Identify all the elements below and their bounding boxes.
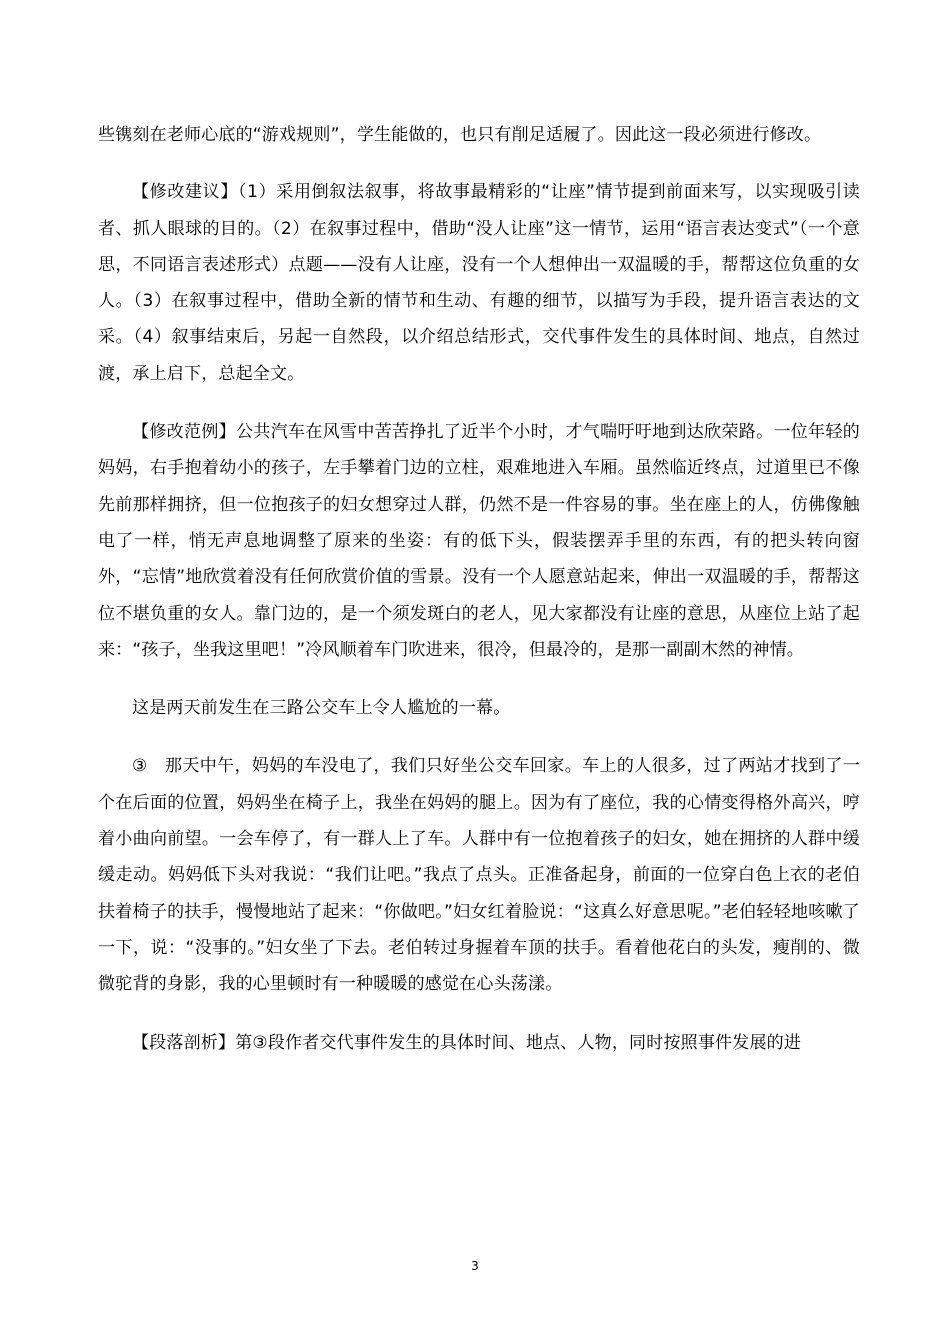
paragraph-continuation: 些镌刻在老师心底的“游戏规则”，学生能做的，也只有削足适履了。因此这一段必须进行修改。 (98, 125, 822, 145)
document-body (98, 117, 860, 1061)
paragraph-revision-example: 【修改范例】公共汽车在风雪中苦苦挣扎了近半个小时，才气喘吁吁地到达欣荣路。一位年轻的妈妈，右手抱着幼小的孩子，左手攀着门边的立柱，艰难地进入车厢。虽然临近终点，过道里已不像先前那样拥挤，但一位抱孩子的妇女想穿过人群，仍然不是一件容易的事。坐在座上的人，仿佛像触电了一样，悄无声息地调整了原来的坐姿：有的低下头，假装摆弄手里的东西，有的把头转向窗外，“忘情”地欣赏着没有任何欣赏价值的雪景。没有一个人愿意站起来，伸出一双温暖的手，帮帮这位不堪负重的女人。靠门边的，是一个须发斑白的老人，见大家都没有让座的意思，从座位上站了起来：“孩子，坐我这里吧！”冷风顺着车门吹进来，很冷，但最冷的，是那一副副木然的神情。 (98, 422, 860, 660)
paragraph-section-3: ③ 那天中午，妈妈的车没电了，我们只好坐公交车回家。车上的人很多，过了两站才找到了一个在后面的位置，妈妈坐在椅子上，我坐在妈妈的腿上。因为有了座位，我的心情变得格外高兴，哼着小曲向前望。一会车停了，有一群人上了车。人群中有一位抱着孩子的妇女，她在拥挤的人群中缓缓走动。妈妈低下头对我说：“我们让吧。”我点了点头。正准备起身，前面的一位穿白色上衣的老伯扶着椅子的扶手，慢慢地站了起来：“你做吧。”妇女红着脸说：“这真么好意思呢。”老伯轻轻地咳嗽了一下，说：“没事的。”妇女坐了下去。老伯转过身握着车顶的扶手。看着他花白的头发，瘦削的、微微驼背的身影，我的心里顿时有一种暖暖的感觉在心头荡漾。 (98, 756, 860, 995)
paragraph-revision-suggestion: 【修改建议】（1）采用倒叙法叙事，将故事最精彩的“让座”情节提到前面来写，以实现吸引读者、抓人眼球的目的。（2）在叙事过程中，借助“没人让座”这一情节，运用“语言表达变式”（一个意思，不同语言表述形式）点题——没有人让座，没有一个人想伸出一双温暖的手，帮帮这位负重的女人。（3）在叙事过程中，借助全新的情节和生动、有趣的细节，以描写为手段，提升语言表达的文采。（4）叙事结束后，另起一自然段，以介绍总结形式，交代事件发生的具体时间、地点，自然过渡，承上启下，总起全文。 (98, 182, 860, 384)
page-number: 3 (471, 1259, 479, 1273)
paragraph-analysis: 【段落剖析】第③段作者交代事件发生的具体时间、地点、人物，同时按照事件发展的进 (132, 1032, 802, 1053)
paragraph-summary-sentence: 这是两天前发生在三路公交车上令人尴尬的一幕。 (132, 698, 511, 719)
